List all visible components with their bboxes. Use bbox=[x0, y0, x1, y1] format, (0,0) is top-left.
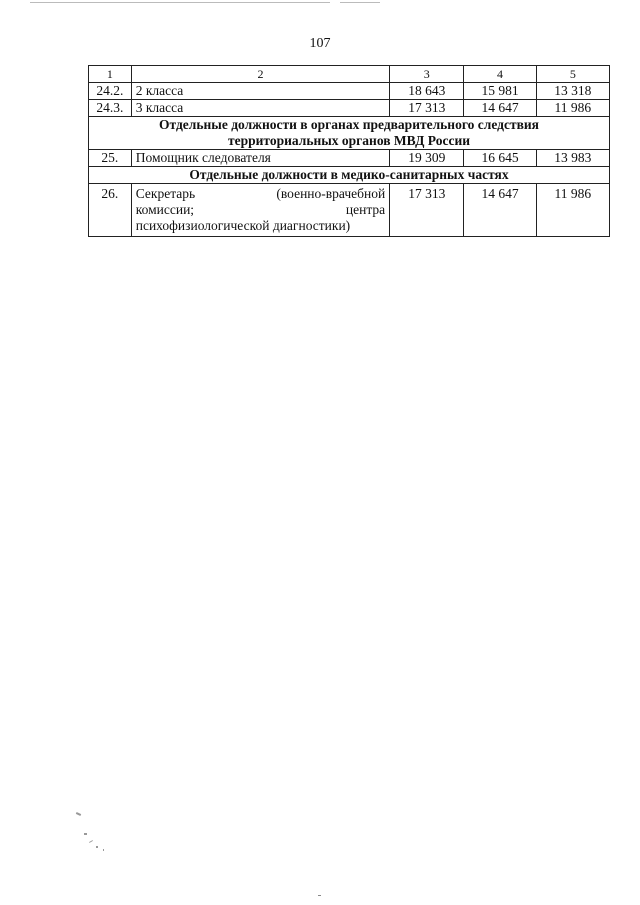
page-number: 107 bbox=[309, 36, 331, 51]
section-heading-row bbox=[89, 117, 610, 150]
salary-col-5: 11 986 bbox=[536, 184, 609, 237]
header-col-5: 5 bbox=[536, 66, 609, 83]
salary-col-3: 18 643 bbox=[390, 83, 464, 100]
salary-col-5: 11 986 bbox=[536, 100, 609, 117]
section-heading-medical: Отдельные должности в медико-санитарных частях bbox=[89, 167, 610, 184]
position-name-line: комиссии; центра bbox=[135, 202, 386, 217]
salary-col-4: 16 645 bbox=[464, 150, 536, 167]
row-number: 24.2. bbox=[89, 83, 132, 100]
salary-col-5: 13 318 bbox=[536, 83, 609, 100]
table-row bbox=[89, 184, 610, 237]
salary-col-5: 13 983 bbox=[536, 150, 609, 167]
row-number: 24.3. bbox=[89, 100, 132, 117]
position-name: Помощник следователя bbox=[131, 150, 389, 167]
position-name bbox=[131, 184, 389, 237]
table-row bbox=[89, 150, 610, 167]
salary-col-3: 17 313 bbox=[390, 100, 464, 117]
salary-col-3: 19 309 bbox=[390, 150, 464, 167]
header-col-4: 4 bbox=[464, 66, 536, 83]
salary-col-4: 14 647 bbox=[464, 184, 536, 237]
scan-mark bbox=[318, 895, 321, 896]
salary-table bbox=[88, 65, 610, 237]
header-col-2: 2 bbox=[131, 66, 389, 83]
table-row bbox=[89, 83, 610, 100]
section-heading-line: территориальных органов МВД России bbox=[227, 133, 471, 148]
position-name-line: Секретарь (военно-врачебной bbox=[135, 186, 386, 201]
header-col-1: 1 bbox=[89, 66, 132, 83]
row-number: 26. bbox=[89, 184, 132, 237]
section-heading-line: Отдельные должности в органах предварительного следствия bbox=[159, 117, 539, 132]
position-name: 2 класса bbox=[131, 83, 389, 100]
table-row bbox=[89, 100, 610, 117]
section-heading-row bbox=[89, 167, 610, 184]
scan-edge bbox=[30, 2, 330, 3]
salary-col-4: 14 647 bbox=[464, 100, 536, 117]
row-number: 25. bbox=[89, 150, 132, 167]
position-name: 3 класса bbox=[131, 100, 389, 117]
scan-edge bbox=[340, 2, 380, 3]
header-col-3: 3 bbox=[390, 66, 464, 83]
table-header-row bbox=[89, 66, 610, 83]
salary-col-4: 15 981 bbox=[464, 83, 536, 100]
section-heading-investigation bbox=[89, 117, 610, 150]
position-name-line: психофизиологической диагностики) bbox=[135, 218, 351, 233]
salary-col-3: 17 313 bbox=[390, 184, 464, 237]
